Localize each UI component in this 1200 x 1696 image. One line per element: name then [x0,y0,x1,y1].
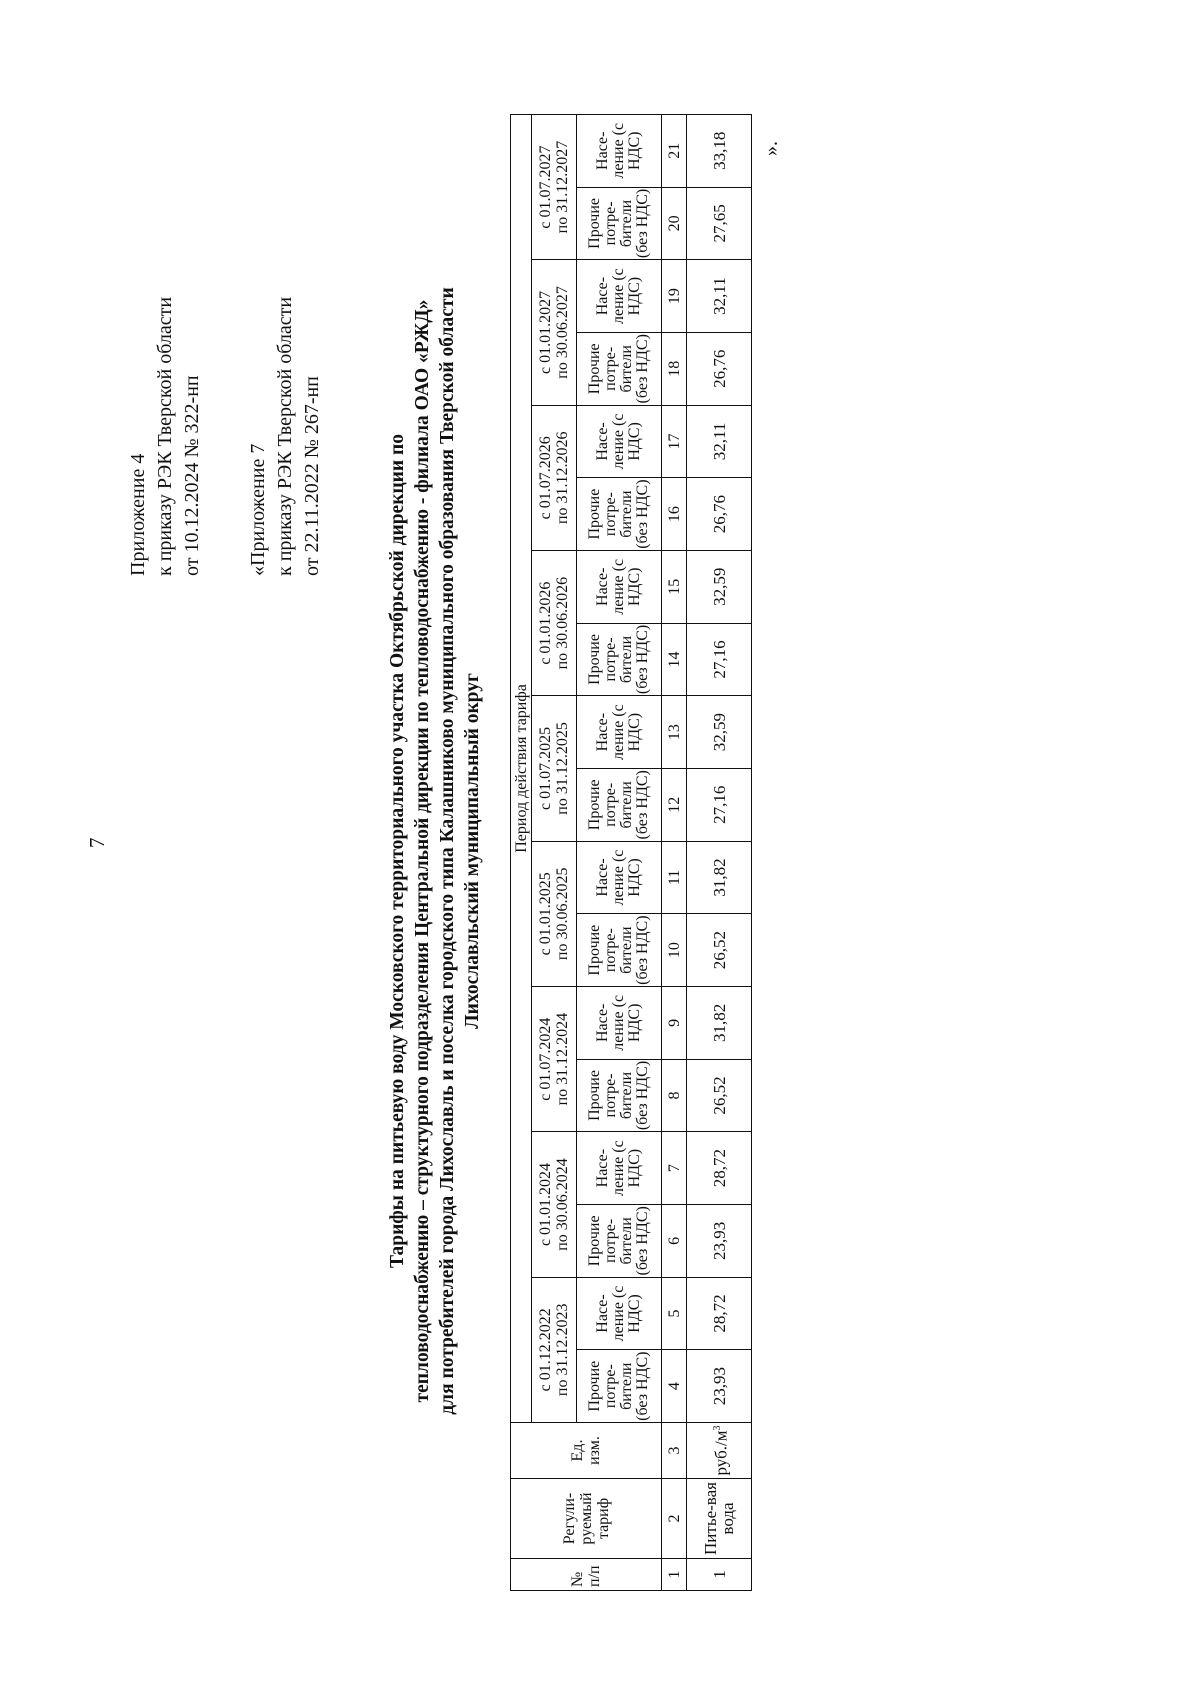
consumer-other-header: Прочие потре-бители (без НДС) [577,914,662,987]
period-from: с 01.01.2025 [537,872,554,956]
column-number: 12 [662,768,687,841]
tariff-value-cell: 28,72 [687,1132,752,1205]
annex-current-line3: от 10.12.2024 № 322-нп [181,375,203,576]
consumer-other-header: Прочие потре-бители (без НДС) [577,1350,662,1423]
consumer-other-header: Прочие потре-бители (без НДС) [577,768,662,841]
period-header-7 [532,405,577,550]
table-header-row-group [511,42,532,1591]
row-unit-text: руб./м [711,1430,731,1476]
column-number: 15 [662,550,687,623]
tariff-value-cell: 32,59 [687,550,752,623]
period-to: по 31.12.2025 [554,722,571,815]
consumer-population-header: Насе-ление (с НДС) [577,260,662,333]
period-from: с 01.12.2022 [537,1308,554,1392]
tariff-value-cell: 32,59 [687,696,752,769]
tariff-value-cell: 27,65 [687,187,752,260]
period-from: с 01.01.2027 [537,290,554,374]
header-tariff: Регули-руемый тариф [511,1479,662,1559]
tariff-value-cell: 23,93 [687,1350,752,1423]
annex-original-line1: «Приложение 7 [247,443,269,576]
consumer-other-header: Прочие потре-бители (без НДС) [577,332,662,405]
period-header-8 [532,260,577,405]
consumer-population-header: Насе-ление (с НДС) [577,1132,662,1205]
column-number: 16 [662,478,687,551]
tariff-value-cell: 31,82 [687,841,752,914]
tariff-value-cell: 32,11 [687,260,752,333]
tariff-value-cell: 28,72 [687,1277,752,1350]
consumer-other-header: Прочие потре-бители (без НДС) [577,187,662,260]
annex-current-line1: Приложение 4 [127,453,149,576]
period-header-2 [532,1132,577,1277]
title-line1: Тарифы на питьевую воду Московского территориального участка Октябрьской дирекции по [387,433,408,1269]
period-from: с 01.07.2025 [537,726,554,811]
tariff-value-cell: 33,18 [687,114,752,187]
annex-original-line3: от 22.11.2022 № 267-нп [301,376,323,576]
period-to: по 30.06.2024 [554,1158,571,1251]
tariff-value-cell: 26,52 [687,914,752,987]
consumer-other-header: Прочие потре-бители (без НДС) [577,1059,662,1132]
consumer-population-header: Насе-ление (с НДС) [577,114,662,187]
period-to: по 31.12.2026 [554,431,571,525]
column-number: 20 [662,187,687,260]
annex-current-reference [125,297,206,576]
period-from: с 01.07.2026 [537,436,554,520]
period-header-5 [532,696,577,841]
document-title [385,96,485,1606]
table-column-number-row [662,42,687,1591]
header-period-group: Период действия тарифа [511,114,532,1422]
page-number: 7 [85,837,109,848]
column-number: 1 [662,1559,687,1591]
tariff-value-cell: 26,76 [687,478,752,551]
period-header-3 [532,986,577,1131]
period-to: по 30.06.2026 [554,576,571,670]
consumer-other-header: Прочие потре-бители (без НДС) [577,478,662,551]
row-number: 1 [687,1559,752,1591]
column-number: 14 [662,623,687,696]
period-from: с 01.01.2026 [537,581,554,665]
period-to: по 31.12.2024 [554,1012,571,1106]
column-number: 19 [662,260,687,333]
period-from: с 01.01.2024 [537,1162,554,1247]
period-from: с 01.07.2027 [537,145,554,229]
annex-original-reference [245,297,326,576]
period-header-9 [532,114,577,259]
column-number: 8 [662,1059,687,1132]
column-number: 4 [662,1350,687,1423]
table-row [687,42,752,1591]
consumer-population-header: Насе-ление (с НДС) [577,696,662,769]
tariff-value-cell: 23,93 [687,1204,752,1277]
column-number: 5 [662,1277,687,1350]
header-number: № п/п [511,1559,662,1591]
period-to: по 30.06.2025 [554,867,571,961]
row-tariff: Питье-вая вода [687,1479,752,1559]
column-number: 10 [662,914,687,987]
column-number: 21 [662,114,687,187]
period-to: по 31.12.2027 [554,140,571,234]
consumer-population-header: Насе-ление (с НДС) [577,841,662,914]
tariff-value-cell: 26,76 [687,332,752,405]
period-to: по 30.06.2027 [554,286,571,379]
column-number: 17 [662,405,687,478]
tariff-value-cell: 32,11 [687,405,752,478]
consumer-other-header: Прочие потре-бители (без НДС) [577,623,662,696]
column-number: 9 [662,986,687,1059]
title-line4: Лихославльский муниципальный округ [462,673,483,1029]
title-line3: для потребителей города Лихославль и поселка городского типа Калашниково муниципального образования Тверской области [437,287,458,1415]
tariff-value-cell: 31,82 [687,986,752,1059]
consumer-population-header: Насе-ление (с НДС) [577,1277,662,1350]
consumer-population-header: Насе-ление (с НДС) [577,405,662,478]
tariff-table [510,41,752,1591]
row-unit-superscript: 3 [711,1425,723,1431]
table-header-row-consumers [577,42,662,1591]
column-number: 3 [662,1423,687,1479]
column-number: 2 [662,1479,687,1559]
title-line2: тепловодоснабжению – структурного подразделения Центральной дирекции по тепловодоснабжению - филиала ОАО «РЖД» [412,299,433,1403]
period-header-1 [532,1277,577,1422]
period-header-6 [532,550,577,695]
header-unit: Ед. изм. [511,1423,662,1479]
annex-original-line2: к приказу РЭК Тверской области [274,296,296,576]
consumer-population-header: Насе-ление (с НДС) [577,986,662,1059]
column-number: 7 [662,1132,687,1205]
tariff-value-cell: 26,52 [687,1059,752,1132]
column-number: 11 [662,841,687,914]
annex-current-line2: к приказу РЭК Тверской области [154,296,176,576]
column-number: 18 [662,332,687,405]
column-number: 6 [662,1204,687,1277]
row-unit [687,1423,752,1479]
tariff-value-cell: 27,16 [687,768,752,841]
period-header-4 [532,841,577,986]
column-number: 13 [662,696,687,769]
tariff-value-cell: 27,16 [687,623,752,696]
period-to: по 31.12.2023 [554,1303,571,1397]
consumer-population-header: Насе-ление (с НДС) [577,550,662,623]
consumer-other-header: Прочие потре-бители (без НДС) [577,1204,662,1277]
table-header-row-periods [532,42,577,1591]
period-from: с 01.07.2024 [537,1017,554,1101]
closing-quote: ». [760,141,782,156]
